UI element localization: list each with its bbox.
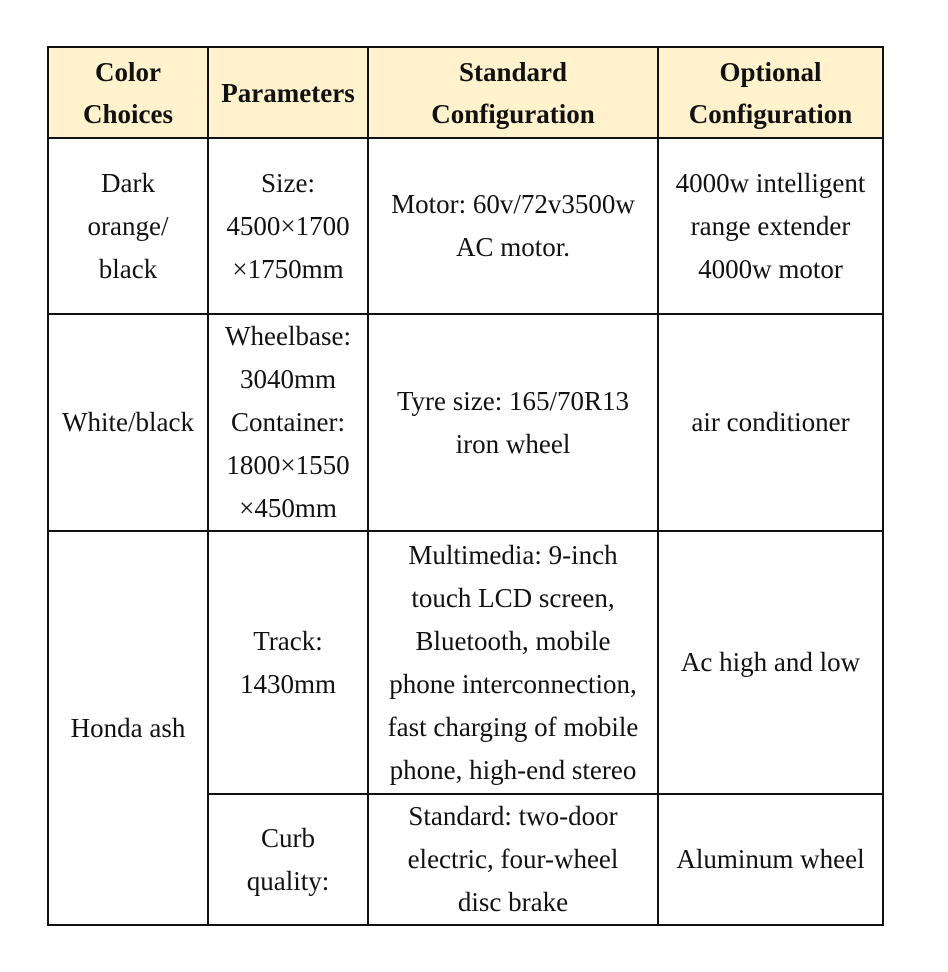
header-text: Parameters (221, 77, 355, 108)
header-text: Standard (458, 56, 568, 87)
cell-text: black (98, 253, 158, 284)
cell-text: Dark (101, 167, 155, 198)
cell-text: AC motor. (455, 232, 570, 262)
color-cell (48, 314, 208, 531)
cell-text: Tyre size: 165/70R13 (396, 385, 630, 416)
cell-text: 4000w motor (698, 253, 843, 284)
cell-text: Container: (231, 407, 345, 437)
optional-config-cell (658, 794, 883, 925)
table-row (48, 531, 883, 794)
header-text: Optional (719, 56, 822, 87)
header-standard-configuration (368, 47, 658, 138)
optional-config-cell (658, 138, 883, 314)
cell-text: 1800×1550 (226, 450, 350, 480)
cell-text: orange/ (87, 210, 169, 241)
header-text: Configuration (431, 98, 595, 129)
cell-text: Honda ash (70, 712, 186, 743)
cell-text: 4000w intelligent (675, 167, 866, 198)
standard-config-cell (368, 794, 658, 925)
cell-text: White/black (62, 407, 194, 437)
header-text: Choices (83, 98, 173, 129)
header-text: Color (95, 56, 161, 87)
cell-text: Curb (261, 822, 315, 853)
cell-text: ×450mm (239, 493, 337, 523)
cell-text: Size: (261, 167, 315, 198)
cell-text: 1430mm (239, 668, 336, 699)
cell-text: phone interconnection, (389, 668, 637, 699)
table-header-row (48, 47, 883, 138)
cell-text: 4500×1700 (226, 210, 350, 241)
table-row (48, 314, 883, 531)
cell-text: Aluminum wheel (676, 844, 865, 874)
color-cell (48, 138, 208, 314)
spec-table (47, 46, 884, 926)
parameters-cell (208, 531, 368, 794)
cell-text: Standard: two-door (408, 801, 618, 831)
optional-config-cell (658, 314, 883, 531)
header-parameters (208, 47, 368, 138)
cell-text: Multimedia: 9-inch (408, 539, 618, 570)
cell-text: iron wheel (455, 428, 571, 459)
parameters-cell (208, 138, 368, 314)
table-row (48, 138, 883, 314)
cell-text: electric, four-wheel (407, 844, 619, 874)
cell-text: air conditioner (691, 407, 850, 437)
cell-text: range extender (690, 210, 851, 241)
header-color-choices (48, 47, 208, 138)
cell-text: ×1750mm (232, 253, 344, 284)
parameters-cell (208, 794, 368, 925)
cell-text: Wheelbase: (225, 321, 351, 351)
cell-text: Track: (253, 625, 323, 656)
cell-text: Motor: 60v/72v3500w (391, 189, 635, 219)
header-optional-configuration (658, 47, 883, 138)
header-text: Configuration (688, 98, 853, 129)
color-cell (48, 531, 208, 925)
cell-text: disc brake (457, 887, 569, 917)
standard-config-cell (368, 531, 658, 794)
cell-text: fast charging of mobile (387, 711, 639, 742)
cell-text: quality: (246, 865, 330, 896)
optional-config-cell (658, 531, 883, 794)
cell-text: Bluetooth, mobile (415, 625, 611, 656)
cell-text: phone, high-end stereo (389, 754, 637, 785)
cell-text: 3040mm (239, 364, 336, 394)
cell-text: touch LCD screen, (411, 582, 615, 613)
standard-config-cell (368, 138, 658, 314)
cell-text: Ac high and low (680, 647, 861, 677)
parameters-cell (208, 314, 368, 531)
standard-config-cell (368, 314, 658, 531)
